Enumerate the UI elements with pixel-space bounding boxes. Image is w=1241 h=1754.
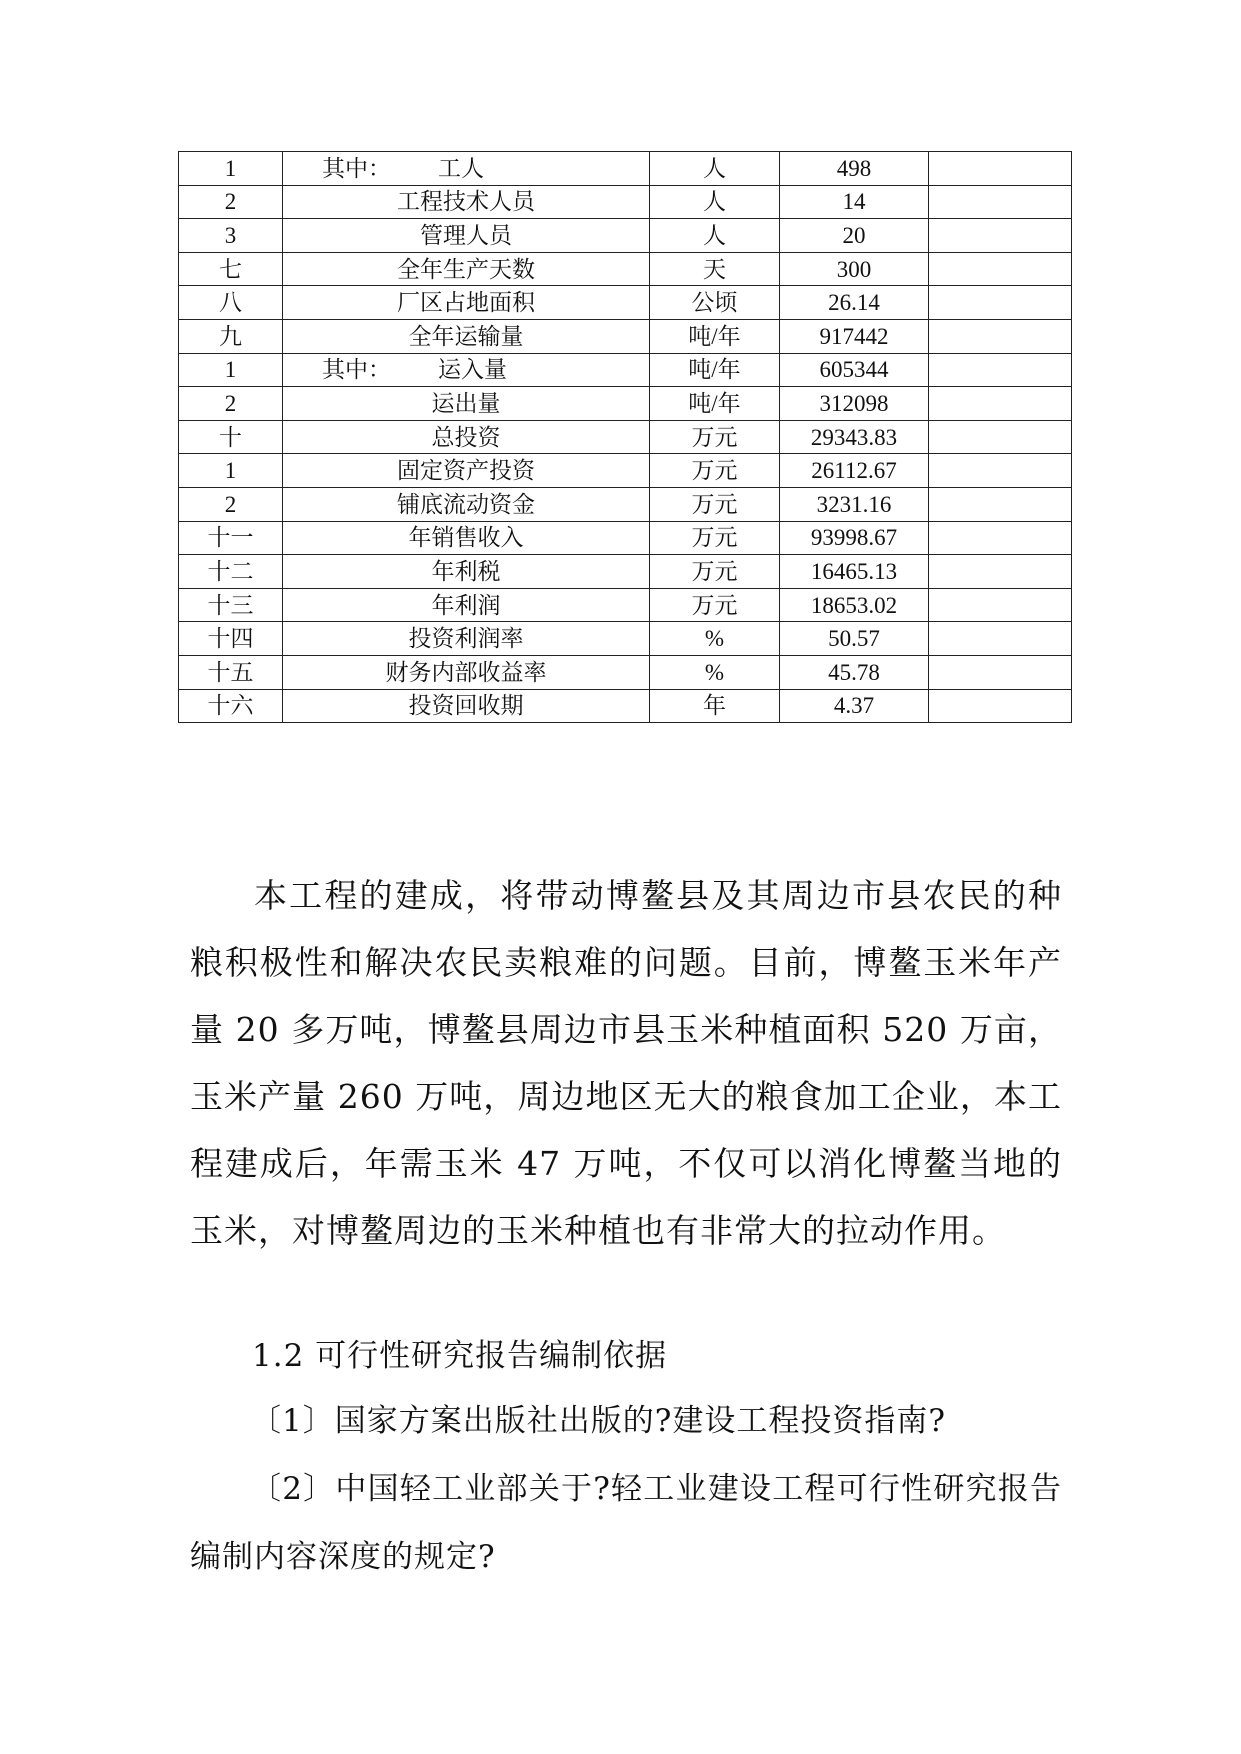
table-row [179,286,1072,320]
body-paragraph: 本工程的建成，将带动博鳌县及其周边市县农民的种粮积极性和解决农民卖粮难的问题。目前，博鳌玉米年产量 20 多万吨，博鳌县周边市县玉米种植面积 520 万亩，玉米产量 260 万吨，周边地区无大的粮食加工企业，本工程建成后，年需玉米 47 万吨，不仅可以消化博鳌当地的玉米，对博鳌周边的玉米种植也有非常大的拉动作用。 [190,876,1062,1250]
item-note [929,454,1072,488]
reference-item: 〔2〕中国轻工业部关于?轻工业建设工程可行性研究报告编制内容深度的规定? [190,1471,1062,1575]
item-unit: 年 [650,689,780,723]
row-number: 七 [179,252,283,286]
item-unit: 公顷 [650,286,780,320]
row-number: 1 [179,353,283,387]
item-name-cell [283,353,650,387]
table-row [179,487,1072,521]
item-name: 年利税 [283,555,650,589]
item-value: 498 [780,152,929,186]
row-number: 八 [179,286,283,320]
item-unit: 人 [650,219,780,253]
item-note [929,387,1072,421]
item-value: 20 [780,219,929,253]
item-value: 93998.67 [780,521,929,555]
table-row [179,588,1072,622]
item-note [929,655,1072,689]
table-row [179,185,1072,219]
item-unit: 吨/年 [650,319,780,353]
item-note [929,152,1072,186]
item-name: 管理人员 [283,219,650,253]
item-note [929,588,1072,622]
item-name: 工程技术人员 [283,185,650,219]
item-group-tag: 其中： [322,357,391,383]
table-row [179,219,1072,253]
item-unit: % [650,655,780,689]
item-value: 917442 [780,319,929,353]
item-name: 年销售收入 [283,521,650,555]
item-unit: 人 [650,152,780,186]
item-note [929,252,1072,286]
item-name: 投资利润率 [283,622,650,656]
item-value: 300 [780,252,929,286]
table-row [179,555,1072,589]
item-name: 年利润 [283,588,650,622]
row-number: 十 [179,420,283,454]
item-note [929,185,1072,219]
item-value: 16465.13 [780,555,929,589]
row-number: 九 [179,319,283,353]
row-number: 2 [179,487,283,521]
item-value: 29343.83 [780,420,929,454]
reference-item: 〔1〕国家方案出版社出版的?建设工程投资指南? [250,1403,946,1439]
item-unit: 万元 [650,555,780,589]
item-name-cell [283,152,650,186]
table-row [179,152,1072,186]
item-unit: 万元 [650,521,780,555]
item-note [929,420,1072,454]
item-name: 投资回收期 [283,689,650,723]
item-note [929,487,1072,521]
table-row [179,319,1072,353]
table-body [179,152,1072,723]
table-row [179,387,1072,421]
item-value: 3231.16 [780,487,929,521]
item-unit: 人 [650,185,780,219]
item-unit: 万元 [650,454,780,488]
item-name: 全年运输量 [283,319,650,353]
table-row [179,420,1072,454]
item-value: 26112.67 [780,454,929,488]
item-name: 运出量 [283,387,650,421]
row-number: 2 [179,185,283,219]
table-row [179,655,1072,689]
item-unit: 天 [650,252,780,286]
item-note [929,353,1072,387]
item-value: 312098 [780,387,929,421]
item-name: 全年生产天数 [283,252,650,286]
item-value: 18653.02 [780,588,929,622]
table-row [179,521,1072,555]
row-number: 1 [179,454,283,488]
item-unit: 万元 [650,588,780,622]
item-unit: % [650,622,780,656]
item-note [929,555,1072,589]
row-number: 十三 [179,588,283,622]
item-unit: 吨/年 [650,387,780,421]
item-name: 厂区占地面积 [283,286,650,320]
item-value: 26.14 [780,286,929,320]
item-value: 605344 [780,353,929,387]
row-number: 十二 [179,555,283,589]
item-note [929,286,1072,320]
table-row [179,689,1072,723]
row-number: 十一 [179,521,283,555]
item-name: 固定资产投资 [283,454,650,488]
item-unit: 万元 [650,487,780,521]
item-name: 运入量 [438,357,507,383]
section-heading: 1.2 可行性研究报告编制依据 [252,1338,668,1374]
item-note [929,521,1072,555]
item-unit: 吨/年 [650,353,780,387]
item-value: 45.78 [780,655,929,689]
table-row [179,622,1072,656]
item-value: 50.57 [780,622,929,656]
item-note [929,689,1072,723]
table-row [179,353,1072,387]
item-name: 财务内部收益率 [283,655,650,689]
item-value: 4.37 [780,689,929,723]
row-number: 十六 [179,689,283,723]
item-note [929,219,1072,253]
row-number: 3 [179,219,283,253]
row-number: 2 [179,387,283,421]
item-group-tag: 其中： [322,155,391,181]
item-name: 工人 [438,155,484,181]
item-note [929,319,1072,353]
project-summary-table [178,151,1072,723]
table-row [179,454,1072,488]
item-unit: 万元 [650,420,780,454]
item-name: 铺底流动资金 [283,487,650,521]
table-row [179,252,1072,286]
item-note [929,622,1072,656]
row-number: 十五 [179,655,283,689]
item-name: 总投资 [283,420,650,454]
item-value: 14 [780,185,929,219]
row-number: 1 [179,152,283,186]
row-number: 十四 [179,622,283,656]
